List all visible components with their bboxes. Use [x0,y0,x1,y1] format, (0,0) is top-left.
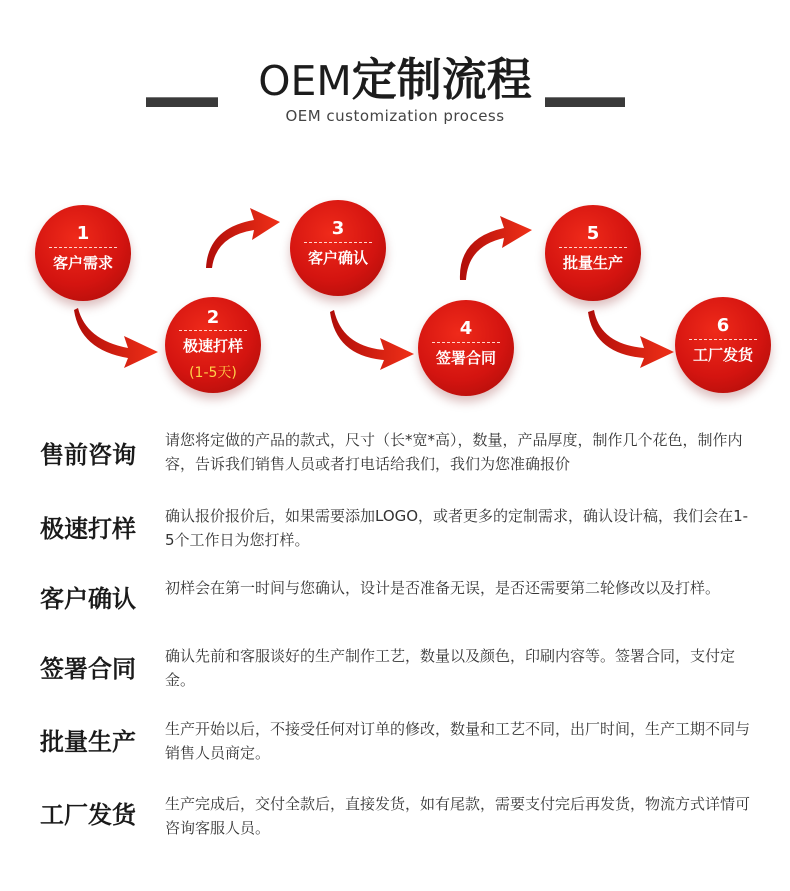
arrow-3-4 [330,310,414,370]
step-label: 客户确认 [307,249,368,267]
detail-row-confirm [40,579,760,634]
detail-heading: 批量生产 [40,728,136,756]
detail-description: 确认先前和客服谈好的生产制作工艺，数量以及颜色，印刷内容等。签署合同，支付定金。 [165,647,736,689]
detail-heading: 极速打样 [40,515,136,543]
detail-heading: 工厂发货 [40,801,136,829]
step-divider [304,242,372,243]
detail-heading: 售前咨询 [40,441,136,469]
step-number: 5 [586,223,600,244]
detail-row-shipping [40,795,760,850]
step-number: 2 [206,307,220,328]
step-number: 3 [331,218,345,239]
title-cn: 定制流程 [351,53,532,106]
step-label: 签署合同 [435,349,496,367]
step-divider [49,247,117,248]
step-label: 批量生产 [562,254,623,272]
step-label: 极速打样 [182,337,243,355]
detail-heading: 客户确认 [40,585,136,613]
arrow-1-2 [74,308,158,368]
flow-step-4 [418,300,514,396]
page-subtitle: OEM customization process [285,107,505,125]
detail-row-contract [40,647,760,702]
arrow-4-5 [460,216,532,280]
step-divider [689,339,757,340]
arrow-2-3 [206,208,280,268]
detail-description: 确认报价报价后，如果需要添加LOGO，或者更多的定制需求，确认设计稿，我们会在1-5个工作日为您打样。 [165,507,749,549]
step-divider [432,342,500,343]
flow-step-3 [290,200,386,296]
step-number: 1 [76,223,90,244]
arrow-5-6 [588,310,674,368]
flow-step-5 [545,205,641,301]
step-divider [559,247,627,248]
detail-heading: 签署合同 [40,655,136,683]
step-label: 工厂发货 [692,346,753,364]
title-en: OEM [258,57,352,105]
flow-step-6 [675,297,771,393]
detail-description: 生产开始以后，不接受任何对订单的修改，数量和工艺不同，出厂时间，生产工期不同与销售人员商定。 [165,720,751,762]
step-number: 4 [459,318,473,339]
step-divider [179,330,247,331]
step-label: 客户需求 [52,254,113,272]
flow-step-2 [165,297,261,393]
detail-row-presale [40,431,760,488]
detail-description: 初样会在第一时间与您确认，设计是否准备无误，是否还需要第二轮修改以及打样。 [165,579,721,597]
detail-row-sampling [40,507,760,562]
flow-arrows [0,0,790,420]
detail-description: 生产完成后，交付全款后，直接发货，如有尾款，需要支付完后再发货，物流方式详情可咨询客服人员。 [165,795,751,837]
flow-step-1 [35,205,131,301]
step-duration: (1-5天) [189,365,237,381]
detail-row-production [40,720,760,775]
step-number: 6 [716,315,730,336]
detail-description: 请您将定做的产品的款式，尺寸（长*宽*高），数量，产品厚度，制作几个花色，制作内容，告诉我们销售人员或者打电话给我们，我们为您准确报价 [165,431,743,473]
